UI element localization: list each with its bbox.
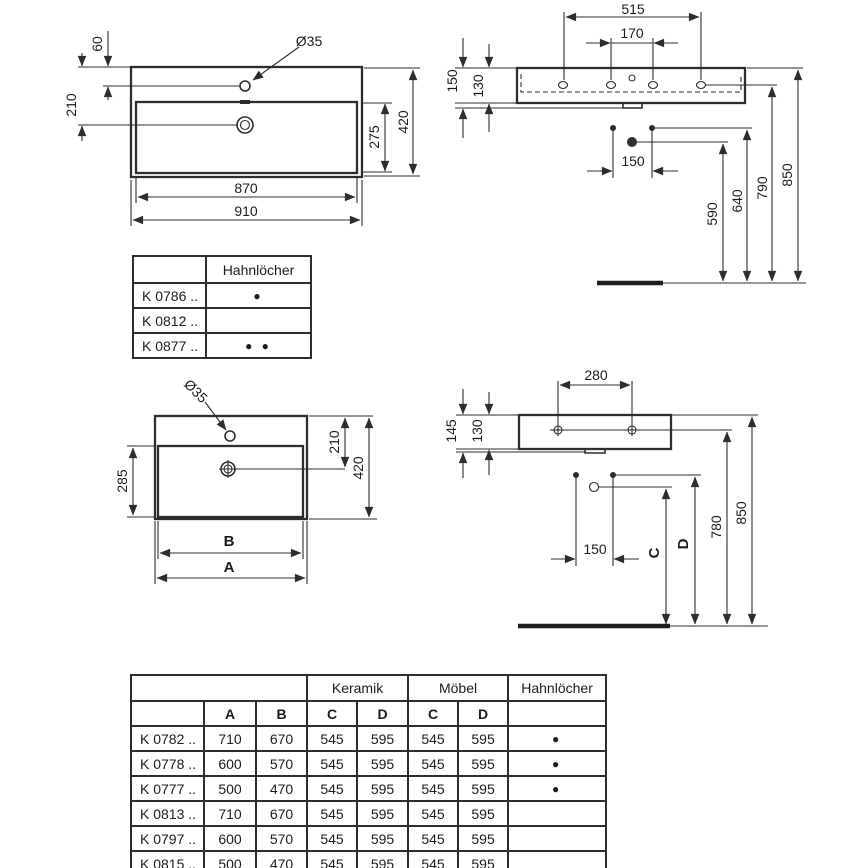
overflow-hole: [629, 75, 635, 81]
table-row: [131, 776, 606, 801]
value-moebel-d: 595: [458, 726, 508, 751]
col-header-d-keramik: D: [357, 701, 408, 726]
value-moebel-c: 545: [408, 801, 458, 826]
dim-label-145: 145: [443, 419, 459, 443]
value-moebel-d: 595: [458, 826, 508, 851]
supply-point: [573, 472, 579, 478]
dimensions-table: [130, 674, 607, 868]
tap-hole: [225, 431, 235, 441]
dim-label-dia35-small: Ø35: [180, 375, 212, 407]
col-header-a: A: [204, 701, 256, 726]
dim-label-870: 870: [234, 180, 258, 196]
product-code: K 0797 ..: [131, 826, 204, 851]
value-moebel-d: 595: [458, 851, 508, 868]
dimension-lines: [456, 381, 758, 624]
basin-profile-outline: [519, 415, 671, 449]
value-moebel-c: 545: [408, 826, 458, 851]
dim-label-60: 60: [89, 36, 105, 52]
value-keramik-d: 595: [357, 726, 408, 751]
mounting-hole: [649, 82, 658, 89]
value-moebel-c: 545: [408, 776, 458, 801]
value-moebel-d: 595: [458, 776, 508, 801]
group-header-hahnloecher: Hahnlöcher: [508, 675, 606, 701]
tap-hole-dots: ●: [508, 751, 606, 776]
dim-label-910: 910: [234, 203, 258, 219]
product-code: K 0778 ..: [131, 751, 204, 776]
waste-point: [590, 483, 599, 492]
value-b: 470: [256, 851, 307, 868]
tap-hole-dots: [508, 826, 606, 851]
tap-hole-dots: ●: [508, 776, 606, 801]
dim-label-780: 780: [708, 515, 724, 539]
value-keramik-d: 595: [357, 751, 408, 776]
dim-label-210-small: 210: [326, 430, 342, 454]
supply-point: [649, 125, 655, 131]
dia-leader: [253, 47, 299, 80]
mounting-hole: [559, 82, 568, 89]
col-header-b: B: [256, 701, 307, 726]
waste-point: [627, 137, 637, 147]
dim-label-150b: 150: [621, 153, 645, 169]
value-moebel-c: 545: [408, 851, 458, 868]
dim-label-150: 150: [444, 69, 460, 93]
dim-label-280: 280: [584, 367, 608, 383]
product-code: K 0812 ..: [133, 308, 206, 333]
dim-label-850: 850: [779, 163, 795, 187]
drain-inner: [241, 121, 250, 130]
tap-hole-dots: ●: [206, 283, 311, 308]
mounting-hole: [607, 82, 616, 89]
tap-hole-dots: [508, 801, 606, 826]
value-a: 600: [204, 826, 256, 851]
dim-label-640: 640: [729, 189, 745, 213]
dim-label-420-small: 420: [350, 456, 366, 480]
product-code: K 0782 ..: [131, 726, 204, 751]
product-code: K 0877 ..: [133, 333, 206, 358]
dim-label-dia35: Ø35: [295, 33, 323, 49]
dim-label-A: A: [223, 559, 235, 576]
empty-cell: [133, 256, 206, 283]
side-view-small-drawing: [456, 381, 768, 626]
dim-label-850-small: 850: [733, 501, 749, 525]
basin-bowl-outline: [158, 446, 303, 517]
tap-hole-dots: [206, 308, 311, 333]
product-code: K 0813 ..: [131, 801, 204, 826]
value-keramik-d: 595: [357, 851, 408, 868]
dim-label-150-small: 150: [583, 541, 607, 557]
product-code: K 0815 ..: [131, 851, 204, 868]
basin-outer-outline: [131, 67, 362, 177]
table-row: [131, 751, 606, 776]
dim-label-420: 420: [395, 110, 411, 134]
value-moebel-c: 545: [408, 751, 458, 776]
overflow-slot: [240, 100, 250, 104]
front-view-small-drawing: [127, 402, 377, 584]
group-header-keramik: Keramik: [307, 675, 408, 701]
value-b: 670: [256, 726, 307, 751]
product-code: K 0777 ..: [131, 776, 204, 801]
value-a: 500: [204, 851, 256, 868]
value-keramik-c: 545: [307, 776, 357, 801]
empty-cell: [131, 701, 204, 726]
value-keramik-c: 545: [307, 751, 357, 776]
table-row: [131, 801, 606, 826]
dim-label-170: 170: [620, 25, 644, 41]
tap-hole-dots: [508, 851, 606, 868]
dim-label-130-small: 130: [469, 419, 485, 443]
value-keramik-c: 545: [307, 826, 357, 851]
value-a: 710: [204, 726, 256, 751]
basin-bowl-outline: [136, 102, 357, 173]
table-row: [131, 851, 606, 868]
dim-label-285: 285: [114, 469, 130, 493]
value-keramik-d: 595: [357, 776, 408, 801]
empty-cell: [508, 701, 606, 726]
dim-label-210: 210: [63, 93, 79, 117]
dim-label-C: C: [646, 547, 663, 559]
value-keramik-d: 595: [357, 826, 408, 851]
value-moebel-c: 545: [408, 726, 458, 751]
group-header-moebel: Möbel: [408, 675, 508, 701]
tap-hole: [240, 81, 250, 91]
basin-interior-dashed: [521, 74, 741, 92]
value-a: 600: [204, 751, 256, 776]
holes-table-header: Hahnlöcher: [206, 256, 311, 283]
dimension-lines: [455, 12, 803, 281]
table-row: [131, 726, 606, 751]
value-b: 470: [256, 776, 307, 801]
col-header-c-keramik: C: [307, 701, 357, 726]
col-header-c-moebel: C: [408, 701, 458, 726]
value-keramik-c: 545: [307, 726, 357, 751]
dim-label-790: 790: [754, 176, 770, 200]
table-row: [131, 826, 606, 851]
supply-point: [610, 125, 616, 131]
dim-label-D: D: [675, 538, 692, 550]
product-code: K 0786 ..: [133, 283, 206, 308]
dim-label-275: 275: [366, 125, 382, 149]
dim-label-130: 130: [470, 74, 486, 98]
drain-outer: [237, 117, 253, 133]
dim-label-590: 590: [704, 202, 720, 226]
value-keramik-d: 595: [357, 801, 408, 826]
value-a: 500: [204, 776, 256, 801]
supply-point: [610, 472, 616, 478]
value-keramik-c: 545: [307, 801, 357, 826]
tap-hole-dots: ● ●: [206, 333, 311, 358]
value-moebel-d: 595: [458, 801, 508, 826]
side-view-large-drawing: [455, 12, 806, 283]
col-header-d-moebel: D: [458, 701, 508, 726]
dim-label-B: B: [223, 533, 235, 550]
value-a: 710: [204, 801, 256, 826]
tap-hole-dots: ●: [508, 726, 606, 751]
mounting-hole: [697, 82, 706, 89]
value-keramik-c: 545: [307, 851, 357, 868]
value-moebel-d: 595: [458, 751, 508, 776]
holes-table: [132, 255, 312, 359]
value-b: 570: [256, 826, 307, 851]
dim-label-515: 515: [621, 1, 645, 17]
value-b: 670: [256, 801, 307, 826]
value-b: 570: [256, 751, 307, 776]
empty-cell: [131, 675, 307, 701]
